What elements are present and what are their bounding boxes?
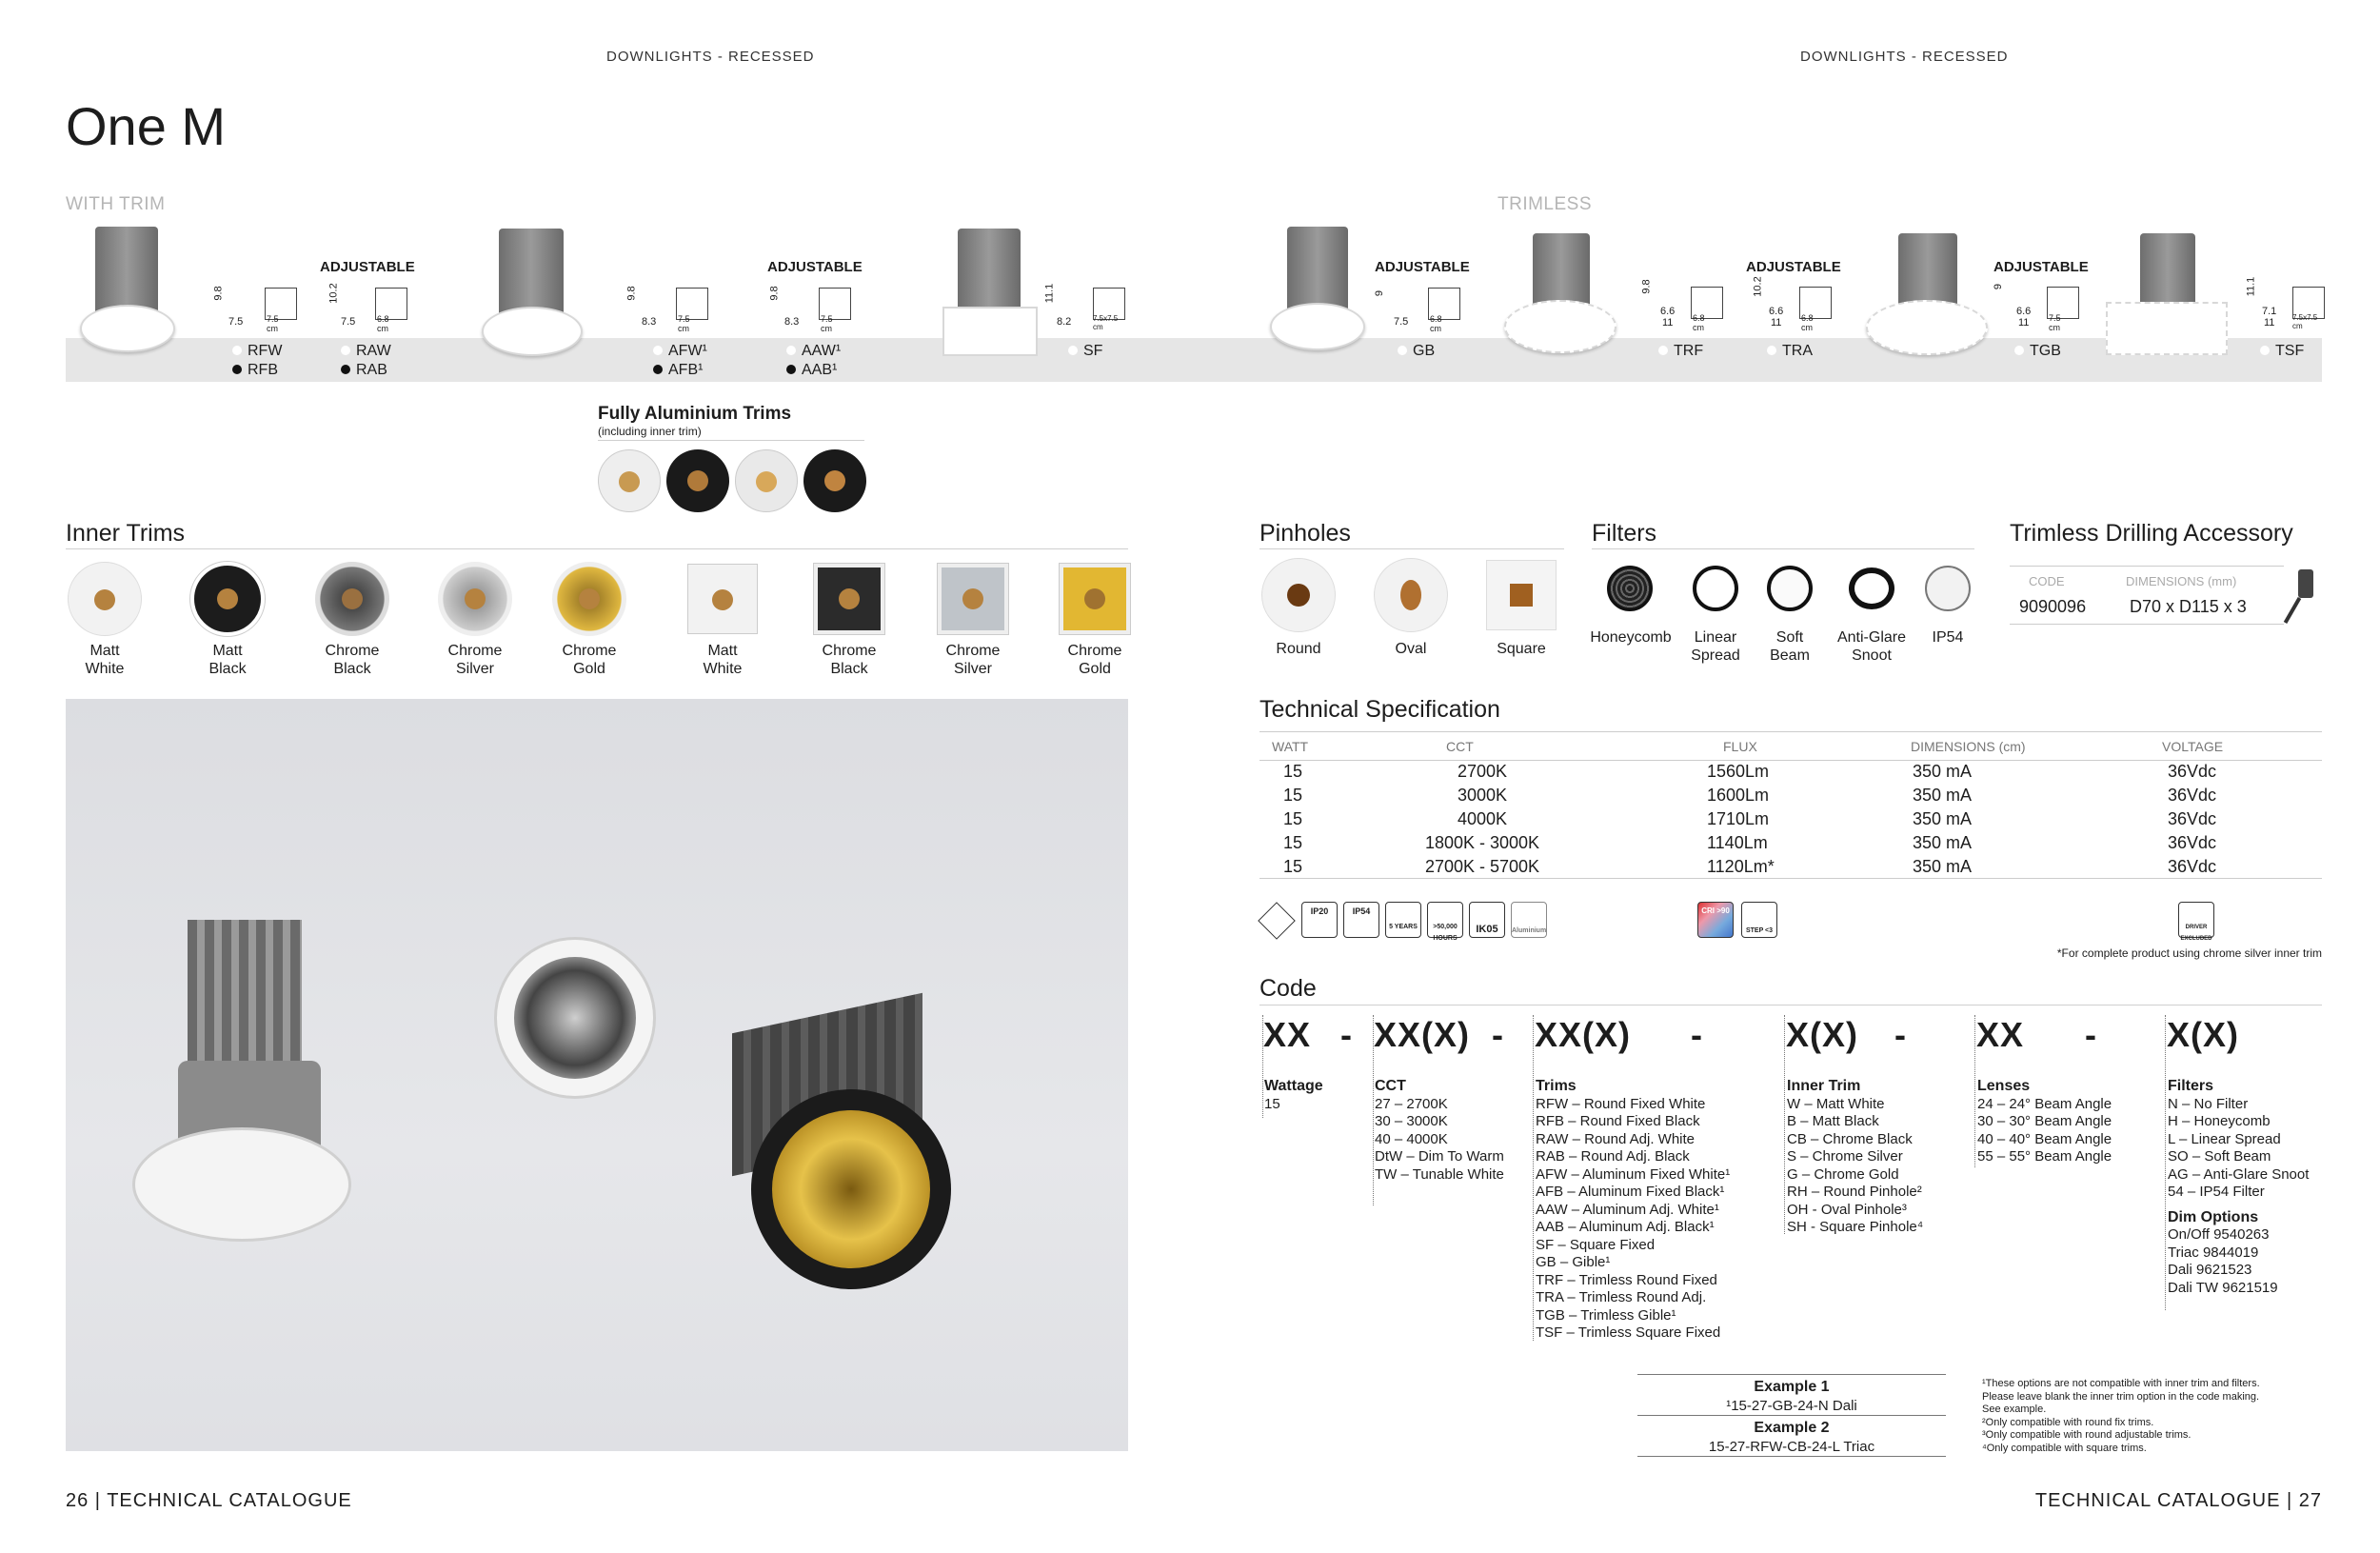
- inner-trims-list: [66, 560, 1128, 684]
- hole-size: 7.5 cm: [2049, 313, 2061, 332]
- example-2-value: 15-27-RFW-CB-24-L Triac: [1708, 1439, 1875, 1455]
- inner-trim-label: Chrome Silver: [447, 643, 503, 677]
- dim-height: 9: [1993, 283, 2005, 290]
- adjustable-header: ADJUSTABLE: [1746, 259, 1841, 275]
- code-dash: -: [2085, 1015, 2097, 1054]
- lifetime-icon: >50,000 HOURS: [1427, 902, 1463, 938]
- inner-trim-swatch: [68, 562, 142, 636]
- filter-linear-spread-icon: [1693, 566, 1738, 611]
- code-dash: -: [1492, 1015, 1504, 1054]
- filter-label: Honeycomb: [1590, 629, 1672, 646]
- inner-trim-label: Matt White: [703, 643, 743, 677]
- inner-trim-label: Chrome Silver: [945, 643, 1001, 677]
- dim-height: 11.1: [2245, 276, 2257, 297]
- adjustable-header: ADJUSTABLE: [1375, 259, 1470, 275]
- fixture-gible: [1266, 227, 1371, 360]
- option-rab: RAB: [341, 362, 387, 379]
- dim-height: 9.8: [768, 286, 781, 301]
- class-iii-icon: [1258, 902, 1296, 940]
- hole-size: 6.8 cm: [1430, 314, 1442, 333]
- code-title: Code: [1259, 975, 1317, 1002]
- footer-right: TECHNICAL CATALOGUE | 27: [2034, 1490, 2322, 1511]
- warranty-icon: 5 YEARS: [1385, 902, 1421, 938]
- inner-trim-swatch: [938, 564, 1008, 634]
- inner-trim-swatch: [438, 562, 512, 636]
- trimless-label: TRIMLESS: [1497, 194, 1593, 214]
- table-row: 15 4000K 1710Lm 350 mA 36Vdc: [1283, 809, 2217, 828]
- pinhole-square-swatch: [1486, 560, 1557, 630]
- inner-trim-label: Chrome Gold: [1067, 643, 1122, 677]
- hole-size: 7.5 cm: [821, 314, 833, 333]
- dim-outer: 11: [2018, 317, 2030, 329]
- dim-width: 6.6: [1660, 306, 1676, 317]
- footer-left: 26 | TECHNICAL CATALOGUE: [66, 1490, 352, 1511]
- filter-label: Soft Beam: [1770, 629, 1810, 664]
- pinholes-title: Pinholes: [1259, 520, 1351, 547]
- pinhole-label: Oval: [1395, 641, 1427, 657]
- inner-trim-swatch: [190, 562, 265, 636]
- drilling-table: [2010, 566, 2284, 625]
- section-header-left: DOWNLIGHTS - RECESSED: [606, 49, 815, 65]
- hole-size: 7.5x7.5 cm: [1093, 314, 1119, 331]
- option-afb: AFB¹: [653, 362, 703, 379]
- dim-height: 10.2: [327, 283, 340, 304]
- fixture-trimless-gible: [1866, 233, 1990, 357]
- hole-size: 6.8 cm: [1693, 313, 1705, 332]
- inner-trims-title: Inner Trims: [66, 520, 186, 547]
- option-trf: TRF: [1658, 343, 1703, 360]
- pinhole-oval-swatch: [1374, 558, 1448, 632]
- option-aab: AAB¹: [786, 362, 837, 379]
- ip20-icon: IP20: [1301, 902, 1338, 938]
- drilling-title: Trimless Drilling Accessory: [2010, 520, 2293, 547]
- fixture-square-fixed: [939, 229, 1043, 362]
- dim-outer: 11: [1771, 317, 1782, 329]
- option-afw: AFW¹: [653, 343, 707, 360]
- code-segment-wattage: XX: [1263, 1015, 1312, 1054]
- inner-trim-swatch: [687, 564, 758, 634]
- inner-trim-label: Chrome Black: [325, 643, 380, 677]
- tech-spec-rows: [1259, 762, 2322, 881]
- pinhole-round-swatch: [1261, 558, 1336, 632]
- hole-size: 7.5x7.5 cm: [2292, 313, 2318, 330]
- pinhole-label: Round: [1276, 641, 1321, 657]
- cri-icon: CRI >90: [1697, 902, 1734, 938]
- dim-width: 6.6: [1769, 306, 1784, 317]
- inner-trim-swatch: [1060, 564, 1130, 634]
- code-notes: ¹These options are not compatible with inner trim and filters. Please leave blank the inner trim option in the code making. See example. ²Only compatible with round fix trims. ³Only compatible with round adjustable trims. ⁴Only compatible with square trims.: [1982, 1378, 2260, 1454]
- dim-height: 9.8: [212, 286, 225, 301]
- option-gb: GB: [1398, 343, 1435, 360]
- filter-label: Anti-Glare Snoot: [1836, 629, 1907, 664]
- dim-outer: 11: [2264, 317, 2275, 329]
- macadam-step-icon: STEP <3: [1741, 902, 1777, 938]
- adjustable-header: ADJUSTABLE: [320, 259, 415, 275]
- option-tsf: TSF: [2260, 343, 2304, 360]
- dim-outer: 11: [1662, 317, 1674, 329]
- section-header-right: DOWNLIGHTS - RECESSED: [1800, 49, 2009, 65]
- with-trim-label: WITH TRIM: [66, 194, 166, 214]
- inner-trim-label: Chrome Gold: [562, 643, 617, 677]
- option-aaw: AAW¹: [786, 343, 841, 360]
- option-rfw: RFW: [232, 343, 282, 360]
- filter-label: IP54: [1932, 629, 1964, 646]
- code-column-trims: Trims RFW – Round Fixed White RFB – Round Fixed Black RAW – Round Adj. White RAB – Round Adj. Black AFW – Aluminum Fixed White¹ AFB – Aluminum Fixed Black¹ AAW – Aluminum Adj. White¹ AAB – Aluminum Adj. Black¹ SF – Square Fixed GB – Gible¹ TRF – Trimless Round Fixed TRA – Trimless Round Adj. TGB – Trimless Gible¹ TSF – Trimless Square Fixed: [1536, 1078, 1731, 1341]
- inner-trim-label: Matt Black: [208, 643, 247, 677]
- code-segment-inner-trim: X(X): [1786, 1015, 1858, 1054]
- dim-width: 8.3: [784, 316, 800, 328]
- dim-width: 8.3: [642, 316, 657, 328]
- hole-size: 7.5 cm: [267, 314, 279, 333]
- code-column-wattage: Wattage 15: [1264, 1078, 1323, 1112]
- hole-size: 6.8 cm: [377, 314, 389, 333]
- code-column-lenses: Lenses 24 – 24° Beam Angle 30 – 30° Beam Angle 40 – 40° Beam Angle 55 – 55° Beam Angle: [1977, 1078, 2112, 1165]
- filters-title: Filters: [1592, 520, 1657, 547]
- product-photo: [66, 699, 1128, 1451]
- dim-width: 7.5: [1394, 316, 1409, 328]
- filter-ip54-icon: [1925, 566, 1971, 611]
- inner-trim-swatch: [315, 562, 389, 636]
- hole-size: 7.5 cm: [678, 314, 690, 333]
- dim-width: 6.6: [2016, 306, 2032, 317]
- filter-honeycomb-icon: [1607, 566, 1653, 611]
- example-1-value: ¹15-27-GB-24-N Dali: [1726, 1398, 1857, 1414]
- adjustable-header: ADJUSTABLE: [1993, 259, 2089, 275]
- ip54-icon: IP54: [1343, 902, 1379, 938]
- option-tgb: TGB: [2014, 343, 2061, 360]
- filter-label: Linear Spread: [1691, 629, 1740, 664]
- pinholes-list: [1259, 558, 1574, 663]
- certification-icons: [1259, 900, 1564, 942]
- drilling-dim-header: DIMENSIONS (mm): [2126, 574, 2237, 588]
- table-row: 15 2700K - 5700K 1120Lm* 350 mA 36Vdc: [1283, 857, 2217, 876]
- option-sf: SF: [1068, 343, 1102, 360]
- code-dash: -: [1340, 1015, 1353, 1054]
- table-row: 15 1800K - 3000K 1140Lm 350 mA 36Vdc: [1283, 833, 2217, 852]
- dim-height: 9.8: [625, 286, 638, 301]
- code-segment-trims: XX(X): [1535, 1015, 1632, 1054]
- dim-height: 10.2: [1752, 276, 1764, 297]
- ik05-icon: IK05: [1469, 902, 1505, 938]
- code-column-inner-trim: Inner Trim W – Matt White B – Matt Black CB – Chrome Black S – Chrome Silver G – Chrome Gold RH – Round Pinhole² OH - Oval Pinhole³ SH - Square Pinhole⁴: [1787, 1078, 1924, 1235]
- page-title: One M: [66, 96, 227, 156]
- code-dash: -: [1894, 1015, 1907, 1054]
- table-row: 15 3000K 1600Lm 350 mA 36Vdc: [1283, 786, 2217, 805]
- dim-width: 7.5: [228, 316, 244, 328]
- drill-bit-icon: [2289, 567, 2321, 623]
- drilling-dimensions: D70 x D115 x 3: [2130, 597, 2247, 616]
- dim-height: 9.8: [1640, 279, 1653, 294]
- fixture-round-fixed: [76, 227, 181, 360]
- fixture-trimless-round-fixed: [1504, 233, 1618, 357]
- tech-spec-header: WATT CCT FLUX DIMENSIONS (cm) VOLTAGE: [1272, 739, 2224, 754]
- inner-trim-label: Matt White: [85, 643, 125, 677]
- tech-spec-title: Technical Specification: [1259, 696, 1500, 723]
- example-1-label: Example 1: [1754, 1379, 1830, 1395]
- round-fixture: [494, 937, 656, 1099]
- code-segment-filters: X(X): [2167, 1015, 2239, 1054]
- dim-width: 7.1: [2262, 306, 2277, 317]
- filter-anti-glare-icon: [1849, 567, 1894, 609]
- fixture-aluminium-fixed: [476, 229, 590, 362]
- code-dash: -: [1691, 1015, 1703, 1054]
- option-rfb: RFB: [232, 362, 278, 379]
- inner-trim-swatch: [814, 564, 884, 634]
- filters-list: [1592, 566, 1992, 670]
- hole-size: 6.8 cm: [1801, 313, 1814, 332]
- aluminium-trim-swatches: [598, 449, 864, 516]
- code-segment-lenses: XX: [1976, 1015, 2025, 1054]
- filter-soft-beam-icon: [1767, 566, 1813, 611]
- aluminium-trims-subtitle: (including inner trim): [598, 425, 702, 438]
- dim-height: 9: [1374, 289, 1386, 297]
- code-column-cct: CCT 27 – 2700K 30 – 3000K 40 – 4000K DtW – Dim To Warm TW – Tunable White: [1375, 1078, 1504, 1183]
- adjustable-header: ADJUSTABLE: [767, 259, 863, 275]
- code-column-filters: Filters N – No Filter H – Honeycomb L – Linear Spread SO – Soft Beam AG – Anti-Glare Snoot 54 – IP54 Filter Dim Options On/Off 9540263 Triac 9844019 Dali 9621523 Dali TW 9621519: [2168, 1078, 2310, 1296]
- aluminium-icon: Aluminium: [1511, 902, 1547, 938]
- dim-height: 11.1: [1043, 283, 1056, 304]
- inner-trim-label: Chrome Black: [822, 643, 877, 677]
- dim-width: 8.2: [1057, 316, 1072, 328]
- code-segment-cct: XX(X): [1374, 1015, 1471, 1054]
- table-row: 15 2700K 1560Lm 350 mA 36Vdc: [1283, 762, 2217, 781]
- option-raw: RAW: [341, 343, 391, 360]
- option-tra: TRA: [1767, 343, 1813, 360]
- tech-spec-footnote: *For complete product using chrome silver inner trim: [2056, 946, 2322, 960]
- dim-width: 7.5: [341, 316, 356, 328]
- aluminium-trims-title: Fully Aluminium Trims: [598, 404, 792, 424]
- fixture-trimless-square: [2106, 233, 2230, 357]
- inner-trim-swatch: [552, 562, 626, 636]
- drilling-code: 9090096: [2019, 597, 2087, 616]
- example-2-label: Example 2: [1754, 1420, 1830, 1436]
- quality-icons: [1697, 900, 1783, 942]
- pinhole-label: Square: [1497, 641, 1546, 657]
- drilling-code-header: CODE: [2029, 574, 2065, 588]
- driver-excluded-icon: DRIVER EXCLUDED: [2178, 902, 2214, 938]
